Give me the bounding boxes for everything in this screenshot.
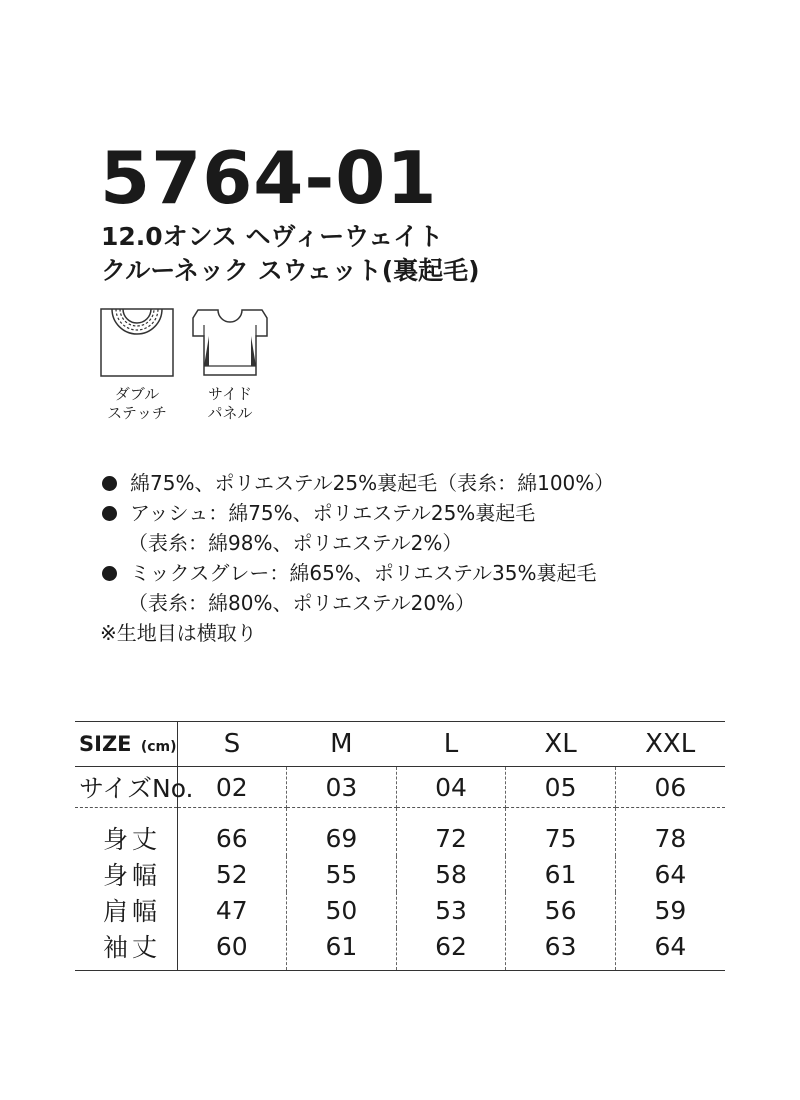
measure-value: 78 (654, 823, 687, 853)
material-subline: （表糸：綿98%、ポリエステル2%） (128, 531, 463, 555)
size-number: 06 (615, 767, 725, 808)
bullet-icon (102, 476, 117, 491)
product-name-line-1: 12.0オンス ヘヴィーウェイト (101, 222, 444, 251)
material-subline: （表糸：綿80%、ポリエステル20%） (128, 591, 476, 615)
measure-value: 64 (654, 859, 687, 889)
feature-double-stitch (97, 308, 177, 423)
size-name: S (177, 722, 287, 767)
measure-value: 63 (506, 928, 616, 971)
size-header-label: SIZE (cm) (75, 722, 177, 767)
feature-label-line-2: パネル (207, 404, 253, 422)
material-item: 綿75%、ポリエステル25%裏起毛（表糸：綿100%） (100, 468, 780, 498)
bullet-icon (102, 566, 117, 581)
measure-value: 61 (287, 928, 397, 971)
size-header-row (75, 722, 725, 767)
measure-value: 64 (615, 928, 725, 971)
size-number: 04 (396, 767, 506, 808)
bullet-icon (102, 506, 117, 521)
measure-label: 肩幅 (75, 892, 177, 928)
measure-value: 62 (396, 928, 506, 971)
size-name: XXL (615, 722, 725, 767)
product-code: 5764-01 (100, 136, 438, 220)
measure-value: 47 (177, 892, 287, 928)
size-table (75, 721, 725, 971)
size-name: L (396, 722, 506, 767)
size-number-label: サイズNo. (75, 767, 177, 808)
feature-label-line-2: ステッチ (107, 404, 167, 422)
measure-value: 58 (396, 856, 506, 892)
feature-label-line-1: ダブル (114, 385, 160, 403)
measure-label: 身幅 (75, 856, 177, 892)
fabric-note: ※生地目は横取り (100, 621, 257, 645)
measure-value: 61 (506, 856, 616, 892)
size-number: 02 (177, 767, 287, 808)
size-number: 05 (506, 767, 616, 808)
measure-row (75, 856, 725, 892)
product-name-line-2: クルーネック スウェット(裏起毛) (101, 256, 480, 285)
measure-value: 52 (177, 856, 287, 892)
size-name: XL (506, 722, 616, 767)
unit-label: (cm) (140, 739, 177, 755)
side-panel-icon (192, 308, 268, 378)
measure-value: 53 (396, 892, 506, 928)
measure-label: 身丈 (75, 808, 177, 857)
measure-value: 50 (287, 892, 397, 928)
feature-label-line-1: サイド (208, 385, 252, 403)
measure-label: 袖丈 (75, 928, 177, 971)
measure-value: 55 (287, 856, 397, 892)
double-stitch-icon (99, 308, 175, 378)
measure-value: 59 (654, 895, 687, 925)
measure-row (75, 808, 725, 857)
material-list (100, 468, 780, 648)
measure-row (75, 892, 725, 928)
measure-value: 69 (287, 808, 397, 857)
size-name: M (287, 722, 397, 767)
size-number-row (75, 767, 725, 808)
measure-value: 72 (396, 808, 506, 857)
material-item: アッシュ：綿75%、ポリエステル25%裏起毛 (100, 498, 780, 528)
measure-value: 56 (506, 892, 616, 928)
feature-side-panel (190, 308, 270, 423)
measure-value: 75 (506, 808, 616, 857)
measure-value: 66 (177, 808, 287, 857)
material-item: ミックスグレー：綿65%、ポリエステル35%裏起毛 (100, 558, 780, 588)
size-number: 03 (287, 767, 397, 808)
measure-value: 60 (177, 928, 287, 971)
measure-row (75, 928, 725, 971)
product-name (101, 220, 480, 288)
